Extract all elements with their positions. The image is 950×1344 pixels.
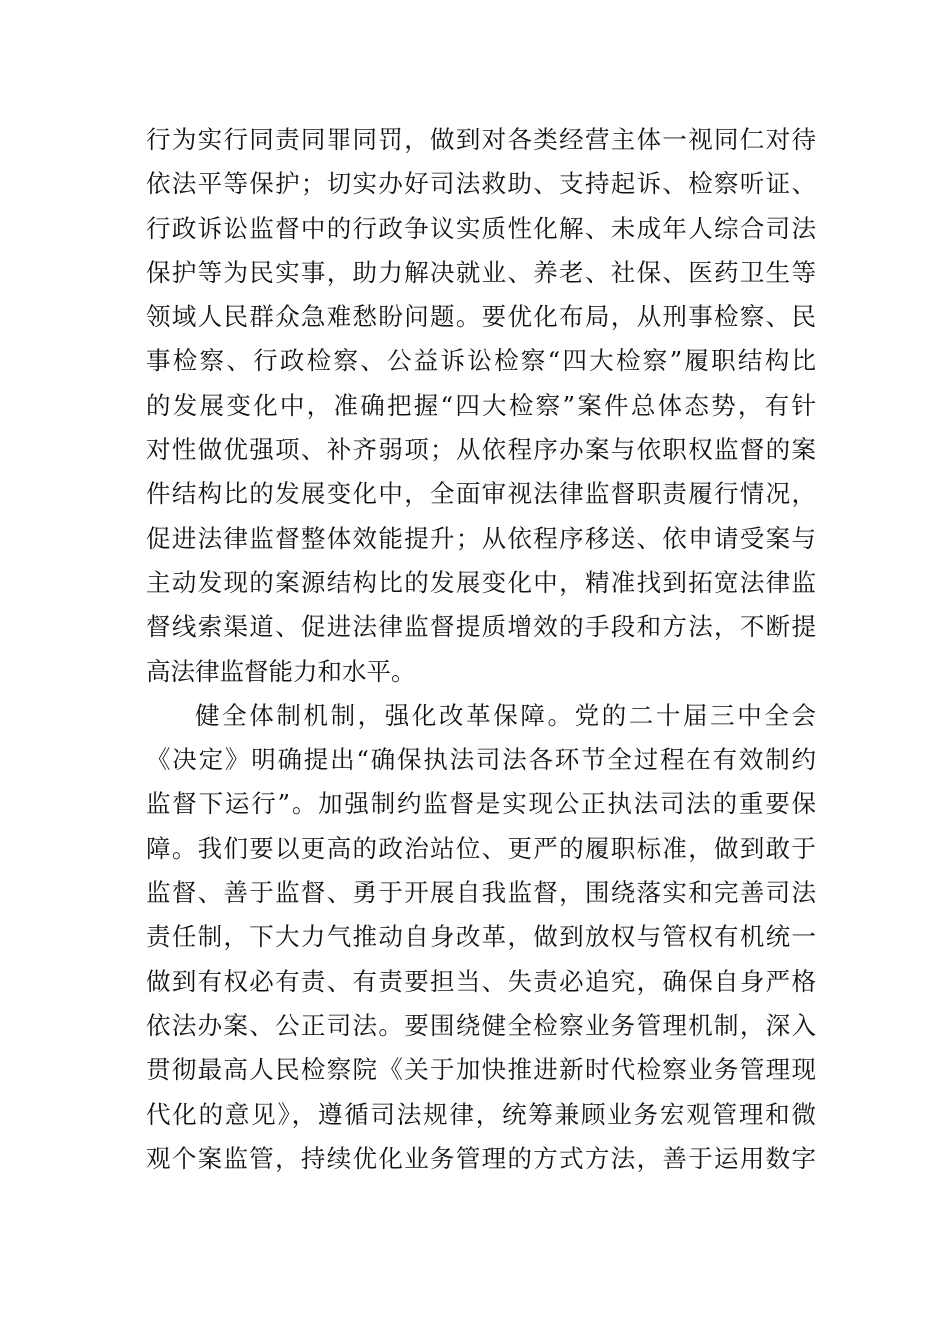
paragraph-start-line: 健全体制机制，强化改革保障。党的二十届三中全会: [195, 700, 816, 730]
text-line: 代化的意见》，遵循司法规律，统筹兼顾业务宏观管理和微: [146, 1099, 816, 1129]
text-line: 行为实行同责同罪同罚，做到对各类经营主体一视同仁对待: [146, 125, 816, 154]
text-line: 监督、善于监督、勇于开展自我监督，围绕落实和完善司法: [146, 878, 816, 908]
text-line: 的发展变化中，准确把握“四大检察”案件总体态势，有针: [146, 390, 816, 420]
body-text: [146, 118, 816, 1181]
text-line: 促进法律监督整体效能提升；从依程序移送、依申请受案与: [146, 523, 816, 553]
text-line: 《决定》明确提出“确保执法司法各环节全过程在有效制约: [146, 745, 816, 775]
text-line: 做到有权必有责、有责要担当、失责必追究，确保自身严格: [146, 966, 816, 996]
text-line: 贯彻最高人民检察院《关于加快推进新时代检察业务管理现: [146, 1055, 816, 1085]
text-line: 行政诉讼监督中的行政争议实质性化解、未成年人综合司法: [146, 213, 816, 243]
text-line: 事检察、行政检察、公益诉讼检察“四大检察”履职结构比: [146, 346, 816, 376]
text-line: 领域人民群众急难愁盼问题。要优化布局，从刑事检察、民: [146, 302, 816, 332]
paragraph-end-line: 高法律监督能力和水平。: [146, 656, 416, 686]
text-line: 保护等为民实事，助力解决就业、养老、社保、医药卫生等: [146, 257, 816, 287]
text-line: 督线索渠道、促进法律监督提质增效的手段和方法，不断提: [146, 612, 816, 642]
text-line: 依法平等保护；切实办好司法救助、支持起诉、检察听证、: [146, 169, 816, 199]
text-line: 监督下运行”。加强制约监督是实现公正执法司法的重要保: [146, 789, 816, 819]
text-line: 件结构比的发展变化中，全面审视法律监督职责履行情况，: [146, 479, 816, 509]
text-line: 障。我们要以更高的政治站位、更严的履职标准，做到敢于: [146, 833, 816, 863]
text-line: 对性做优强项、补齐弱项；从依程序办案与依职权监督的案: [146, 435, 816, 465]
text-line: 依法办案、公正司法。要围绕健全检察业务管理机制，深入: [146, 1010, 816, 1040]
text-line: 主动发现的案源结构比的发展变化中，精准找到拓宽法律监: [146, 567, 816, 597]
text-line: 责任制，下大力气推动自身改革，做到放权与管权有机统一: [146, 922, 816, 952]
text-line: 观个案监管，持续优化业务管理的方式方法，善于运用数字: [146, 1143, 816, 1173]
